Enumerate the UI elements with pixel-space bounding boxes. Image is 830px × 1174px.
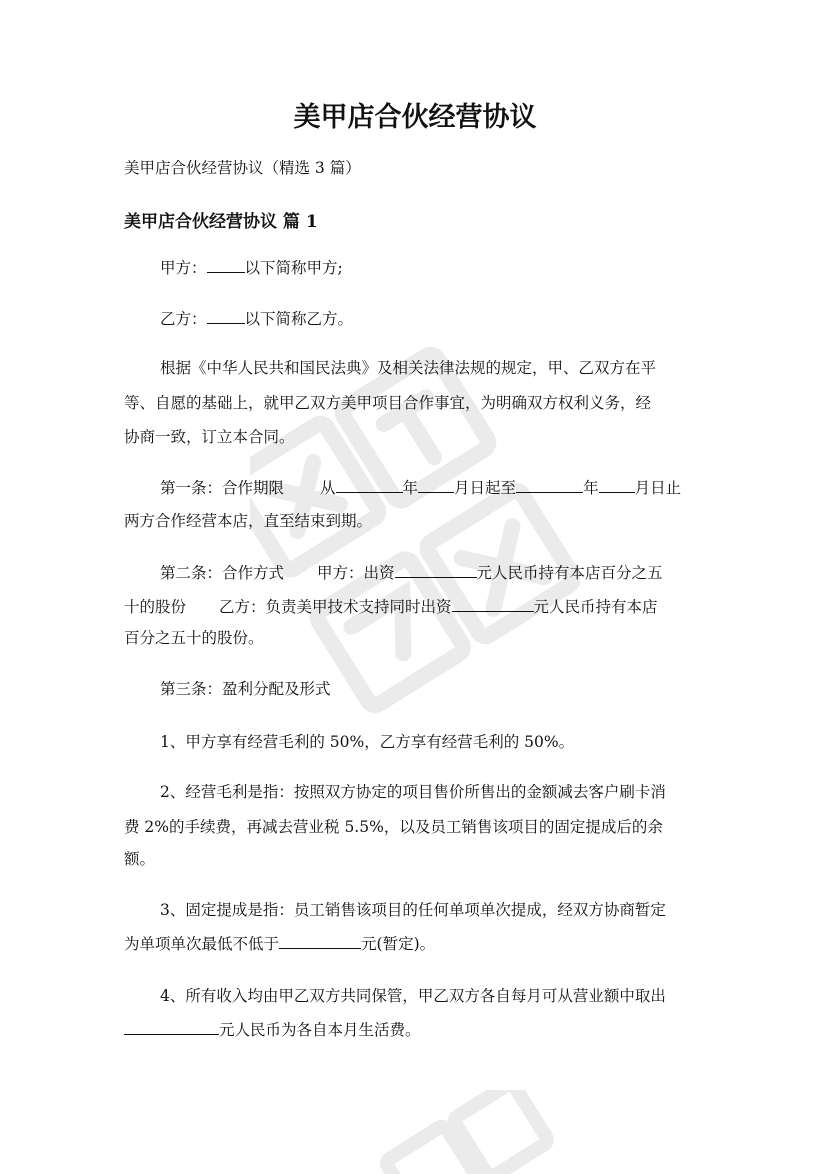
preamble-line-1: 根据《中华人民共和国民法典》及相关法律法规的规定，甲、乙双方在平 bbox=[160, 359, 657, 377]
party-b-line bbox=[160, 306, 353, 331]
article-3-label: 第三条：盈利分配及形式 bbox=[160, 680, 331, 698]
article-1-from: 从 bbox=[320, 479, 336, 497]
document-title: 美甲店合伙经营协议 bbox=[293, 102, 537, 133]
clause-2-line-1: 2、经营毛利是指：按照双方协定的项目售价所售出的金额减去客户刷卡消 bbox=[160, 783, 666, 801]
watermark-graphic-bottom bbox=[360, 1090, 560, 1174]
article-1-line-1 bbox=[160, 475, 681, 500]
clause-4-tail: 元人民币为各自本月生活费。 bbox=[219, 1021, 421, 1039]
article-1-end-year-blank bbox=[516, 475, 583, 493]
article-2-line-2-head: 十的股份 bbox=[124, 598, 187, 616]
watermark-shapes-bottom bbox=[385, 1090, 549, 1174]
clause-3-amount-blank bbox=[279, 931, 361, 949]
clause-3-head: 为单项单次最低不低于 bbox=[124, 935, 280, 953]
article-2-party-b-tail: 元人民币持有本店 bbox=[533, 598, 658, 616]
article-1-end-month-blank bbox=[599, 475, 635, 493]
section-heading: 美甲店合伙经营协议 篇 1 bbox=[124, 212, 318, 232]
article-1-label: 第一条：合作期限 bbox=[160, 479, 285, 497]
article-2-party-a-tail: 元人民币持有本店百分之五 bbox=[476, 564, 663, 582]
party-b-suffix: 以下简称乙方。 bbox=[244, 310, 354, 328]
clause-1: 1、甲方享有经营毛利的 50%，乙方享有经营毛利的 50%。 bbox=[160, 733, 575, 751]
clause-3-line-1: 3、固定提成是指：员工销售该项目的任何单项单次提成，经双方协商暂定 bbox=[160, 901, 666, 919]
article-2-party-a-amount-blank bbox=[395, 560, 477, 578]
clause-4-amount-blank bbox=[124, 1017, 219, 1035]
article-2-party-b-amount-blank bbox=[452, 594, 534, 612]
article-2-line-2 bbox=[124, 594, 658, 619]
party-a-suffix: 以下简称甲方; bbox=[244, 259, 343, 277]
party-a-label: 甲方： bbox=[160, 259, 207, 277]
clause-4-line-1: 4、所有收入均由甲乙双方共同保管，甲乙双方各自每月可从营业额中取出 bbox=[160, 987, 666, 1005]
article-1-start-year-blank bbox=[336, 475, 403, 493]
preamble-line-2: 等、自愿的基础上，就甲乙双方美甲项目合作事宜，为明确双方权利义务，经 bbox=[124, 394, 652, 412]
article-1-year-1: 年 bbox=[402, 479, 419, 497]
party-b-blank bbox=[207, 306, 245, 324]
clause-3-tail: 元(暂定)。 bbox=[361, 935, 436, 953]
party-b-label: 乙方： bbox=[160, 310, 207, 328]
preamble-line-3: 协商一致，订立本合同。 bbox=[124, 428, 295, 446]
article-2-line-3: 百分之五十的股份。 bbox=[124, 629, 264, 647]
clause-2-line-3: 额。 bbox=[124, 850, 156, 868]
clause-4-line-2 bbox=[124, 1017, 421, 1042]
article-2-party-a: 甲方：出资 bbox=[317, 564, 395, 582]
article-2-party-b: 乙方：负责美甲技术支持同时出资 bbox=[219, 598, 452, 616]
article-1-monthday-1: 月日起至 bbox=[454, 479, 517, 497]
article-2-label: 第二条：合作方式 bbox=[160, 564, 285, 582]
document-subtitle: 美甲店合伙经营协议（精选 3 篇） bbox=[124, 159, 361, 177]
article-1-start-month-blank bbox=[418, 475, 454, 493]
article-2-line-1 bbox=[160, 560, 663, 585]
article-1-monthday-2: 月日止 bbox=[634, 479, 682, 497]
article-1-line-2: 两方合作经营本店，直至结束到期。 bbox=[124, 512, 373, 530]
party-a-blank bbox=[207, 255, 245, 273]
clause-2-line-2: 费 2%的手续费，再减去营业税 5.5%，以及员工销售该项目的固定提成后的余 bbox=[124, 818, 663, 836]
clause-3-line-2 bbox=[124, 931, 435, 956]
party-a-line bbox=[160, 255, 343, 280]
article-1-year-2: 年 bbox=[583, 479, 599, 497]
